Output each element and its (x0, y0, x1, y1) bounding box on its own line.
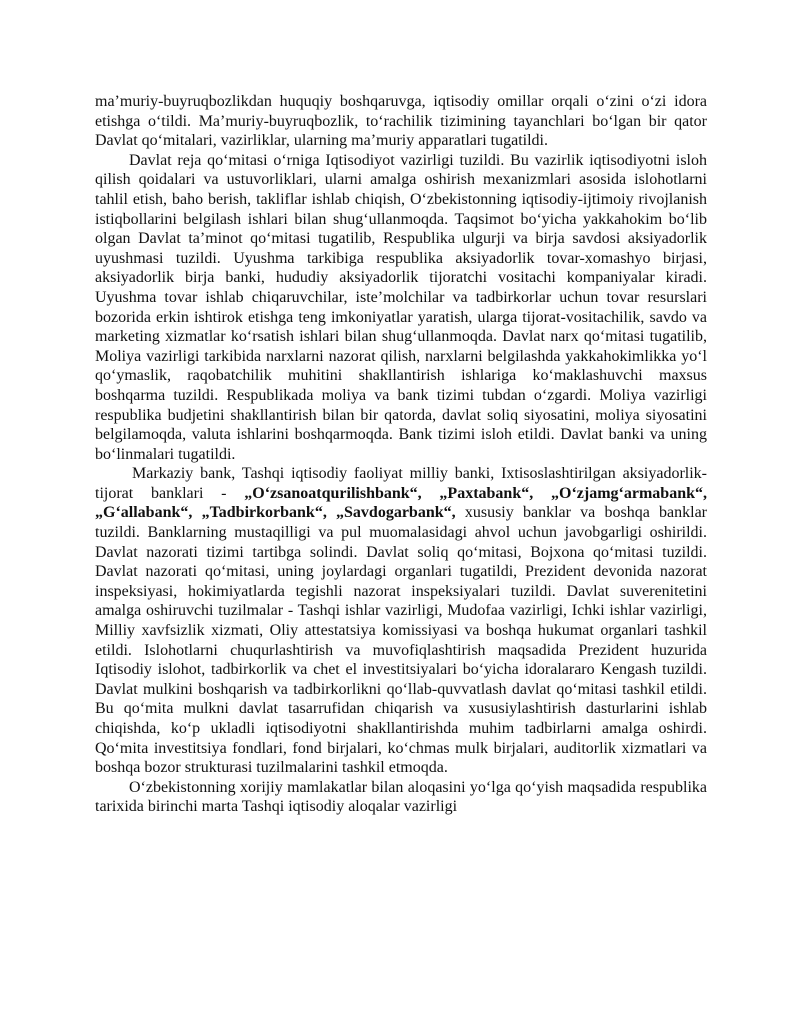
bank-names-bold: „O‘zsanoatqurilishbank“, „Paxtabank“, „O‘zjamg‘armabank“, „G‘allabank“, „Tadbirkorbank“, „Savdogarbank“, (95, 484, 707, 522)
paragraph-1: ma’muriy-buyruqbozlikdan huquqiy boshqaruvga, iqtisodiy omillar orqali o‘zini o‘zi idora etishga o‘tildi. Ma’muriy-buyruqbozlik, to‘rachilik tizimining tayanchlari bo‘lgan bir qator Davlat qo‘mitalari, vazirliklar, ularning ma’muriy apparatlari tugatildi. (95, 93, 707, 150)
document-page (95, 92, 707, 817)
paragraph-2: Davlat reja qo‘mitasi o‘rniga Iqtisodiyot vazirligi tuzildi. Bu vazirlik iqtisodiyotni isloh qilish qoidalari va ustuvorliklari, ularni amalga oshirish mexanizmlari asosida islohotlarni tahlil etish, baho berish, takliflar ishlab chiqish, O‘zbekistonning iqtisodiy-ijtimoiy rivojlanish istiqbollarini belgilash ishlari bilan shug‘ullanmoqda. Taqsimot bo‘yicha yakkahokim bo‘lib olgan Davlat ta’minot qo‘mitasi tugatilib, Respublika ulgurji va birja savdosi aksiyadorlik uyushmasi tuzildi. Uyushma tarkibiga respublika aksiyadorlik tovar-xomashyo birjasi, aksiyadorlik birja banki, hududiy aksiyadorlik tijoratchi vositachi kompaniyalar kiradi. Uyushma tovar ishlab chiqaruvchilar, iste’molchilar va tadbirkorlar uchun tovar resurslari bozorida erkin ishtirok etishga teng imkoniyatlar yaratish, ularga tijorat-vositachilik, savdo va marketing xizmatlar ko‘rsatish ishlari bilan shug‘ullanmoqda. Davlat narx qo‘mitasi tugatilib, Moliya vazirligi tarkibida narxlarni nazorat qilish, narxlarni belgilashda yakkahokimlikka yo‘l qo‘ymaslik, raqobatchilik muhitini shakllantirish ishlariga ko‘maklashuvchi maxsus boshqarma tuzildi. Respublikada moliya va bank tizimi tubdan o‘zgardi. Moliya vazirligi respublika budjetini shakllantirish bilan bir qatorda, davlat soliq siyosatini, moliya siyosatini belgilamoqda, valuta ishlarini boshqarmoqda. Bank tizimi isloh etildi. Davlat banki va uning bo‘linmalari tugatildi. (95, 151, 707, 463)
paragraph-3 (95, 464, 707, 778)
paragraph-4: O‘zbekistonning xorijiy mamlakatlar bilan aloqasini yo‘lga qo‘yish maqsadida respublika tarixida birinchi marta Tashqi iqtisodiy aloqalar vazirligi (95, 778, 707, 816)
paragraph-3-body: xususiy banklar va boshqa banklar tuzildi. Banklarning mustaqilligi va pul muomalasidagi ahvol uchun javobgarligi oshirildi. Davlat nazorati tizimi tartibga solindi. Davlat soliq qo‘mitasi, Bojxona qo‘mitasi tuzildi. Davlat nazorati qo‘mitasi, uning joylardagi organlari tugatildi, Prezident devonida nazorat inspeksiyasi, hokimiyatlarda tegishli nazorat inspeksiyalari tuzildi. Davlat suverenitetini amalga oshiruvchi tuzilmalar - Tashqi ishlar vazirligi, Mudofaa vazirligi, Ichki ishlar vazirligi, Milliy xavfsizlik xizmati, Oliy attestatsiya komissiyasi va boshqa hukumat organlari tashkil etildi. Islohotlarni chuqurlashtirish va muvofiqlashtirish maqsadida Prezident huzurida Iqtisodiy islohot, tadbirkorlik va chet el investitsiyalari bo‘yicha idoralararo Kengash tuzildi. Davlat mulkini boshqarish va tadbirkorlikni qo‘llab-quvvatlash davlat qo‘mitasi tashkil etildi. Bu qo‘mita mulkni davlat tasarrufidan chiqarish va xususiylashtirish dasturlarini ishlab chiqishda, ko‘p ukladli iqtisodiyotni shakllantirishda muhim tadbirlarni amalga oshirdi. Qo‘mita investitsiya fondlari, fond birjalari, ko‘chmas mulk birjalari, auditorlik xizmatlari va boshqa bozor strukturasi tuzilmalarini tashkil etmoqda. (95, 504, 708, 777)
paragraph-3-intro: Markaziy bank, Tashqi iqtisodiy faoliyat milliy banki, Ixtisoslashtirilgan aksiyadorlik-tijorat banklari - (95, 465, 707, 502)
